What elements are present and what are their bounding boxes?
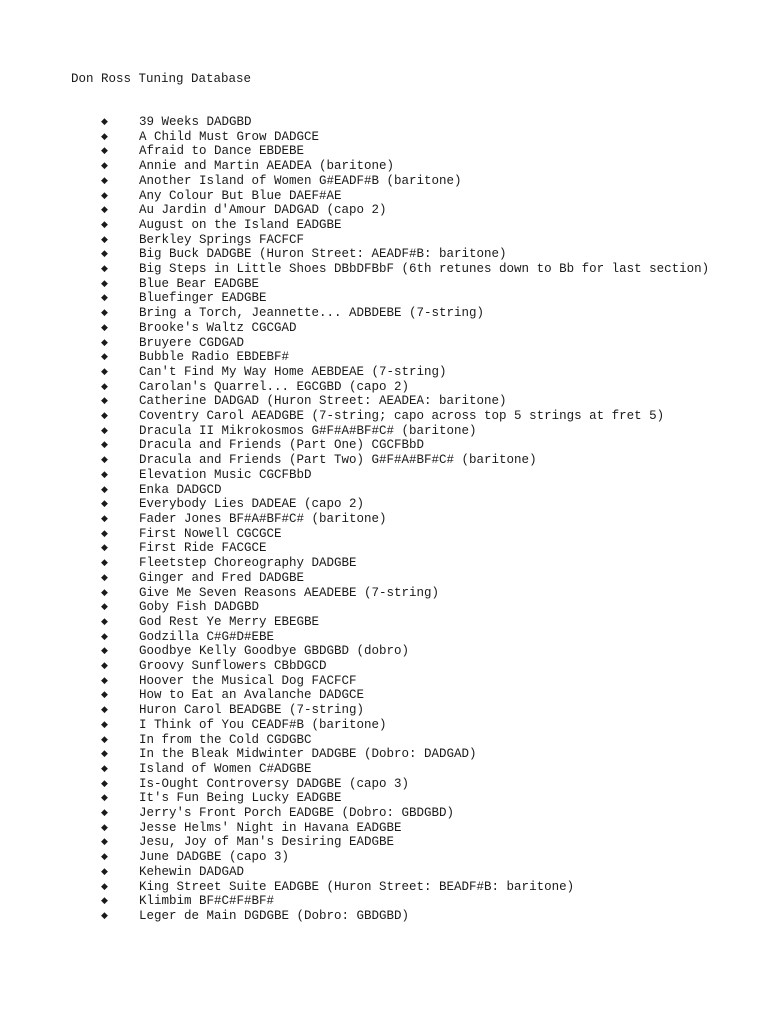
diamond-bullet-icon: ◆ [101, 602, 108, 613]
diamond-bullet-icon: ◆ [101, 572, 108, 583]
tuning-entry-text: Bring a Torch, Jeannette... ADBDEBE (7-string) [139, 306, 485, 321]
tuning-entry-text: Groovy Sunflowers CBbDGCD [139, 659, 327, 674]
diamond-bullet-icon: ◆ [101, 705, 108, 716]
tuning-list-item [0, 115, 768, 130]
tuning-list-item [0, 203, 768, 218]
tuning-list-item [0, 291, 768, 306]
tuning-list-item [0, 644, 768, 659]
diamond-bullet-icon: ◆ [101, 455, 108, 466]
diamond-bullet-icon: ◆ [101, 440, 108, 451]
tuning-list-item [0, 747, 768, 762]
diamond-bullet-icon: ◆ [101, 469, 108, 480]
diamond-bullet-icon: ◆ [101, 513, 108, 524]
tuning-list-item [0, 688, 768, 703]
tuning-entry-text: It's Fun Being Lucky EADGBE [139, 791, 342, 806]
tuning-entry-text: Enka DADGCD [139, 482, 222, 497]
tuning-list-item [0, 497, 768, 512]
tuning-list-item [0, 541, 768, 556]
tuning-entry-text: How to Eat an Avalanche DADGCE [139, 688, 365, 703]
tuning-entry-text: August on the Island EADGBE [139, 217, 342, 232]
diamond-bullet-icon: ◆ [101, 234, 108, 245]
tuning-entry-text: Berkley Springs FACFCF [139, 232, 305, 247]
tuning-entry-text: Goodbye Kelly Goodbye GBDGBD (dobro) [139, 644, 410, 659]
diamond-bullet-icon: ◆ [101, 778, 108, 789]
tuning-entry-text: Huron Carol BEADGBE (7-string) [139, 703, 365, 718]
diamond-bullet-icon: ◆ [101, 616, 108, 627]
tuning-list-item [0, 527, 768, 542]
tuning-entry-text: Another Island of Women G#EADF#B (baritone) [139, 173, 462, 188]
tuning-list-item [0, 806, 768, 821]
diamond-bullet-icon: ◆ [101, 175, 108, 186]
diamond-bullet-icon: ◆ [101, 499, 108, 510]
tuning-list-item [0, 718, 768, 733]
tuning-list-item [0, 365, 768, 380]
diamond-bullet-icon: ◆ [101, 763, 108, 774]
tuning-entry-text: Dracula and Friends (Part One) CGCFBbD [139, 438, 425, 453]
diamond-bullet-icon: ◆ [101, 381, 108, 392]
diamond-bullet-icon: ◆ [101, 278, 108, 289]
diamond-bullet-icon: ◆ [101, 881, 108, 892]
diamond-bullet-icon: ◆ [101, 808, 108, 819]
diamond-bullet-icon: ◆ [101, 866, 108, 877]
tuning-list-item [0, 483, 768, 498]
tuning-entry-text: Any Colour But Blue DAEF#AE [139, 188, 342, 203]
tuning-entry-text: Jesu, Joy of Man's Desiring EADGBE [139, 835, 395, 850]
tuning-entry-text: June DADGBE (capo 3) [139, 850, 290, 865]
tuning-list-item [0, 659, 768, 674]
tuning-list-item [0, 821, 768, 836]
diamond-bullet-icon: ◆ [101, 322, 108, 333]
tuning-entry-text: God Rest Ye Merry EBEGBE [139, 614, 320, 629]
tuning-entry-text: Big Buck DADGBE (Huron Street: AEADF#B: baritone) [139, 247, 507, 262]
tuning-entry-text: Dracula and Friends (Part Two) G#F#A#BF#C# (baritone) [139, 453, 537, 468]
diamond-bullet-icon: ◆ [101, 411, 108, 422]
tuning-list-item [0, 438, 768, 453]
tuning-list-item [0, 424, 768, 439]
tuning-entry-text: A Child Must Grow DADGCE [139, 129, 320, 144]
tuning-list-item [0, 703, 768, 718]
tuning-list-item [0, 189, 768, 204]
tuning-list [0, 115, 768, 924]
tuning-list-item [0, 894, 768, 909]
diamond-bullet-icon: ◆ [101, 719, 108, 730]
tuning-list-item [0, 850, 768, 865]
tuning-list-item [0, 571, 768, 586]
tuning-entry-text: Dracula II Mikrokosmos G#F#A#BF#C# (baritone) [139, 423, 477, 438]
tuning-list-item [0, 880, 768, 895]
diamond-bullet-icon: ◆ [101, 366, 108, 377]
tuning-list-item [0, 453, 768, 468]
diamond-bullet-icon: ◆ [101, 734, 108, 745]
tuning-list-item [0, 600, 768, 615]
tuning-list-item [0, 233, 768, 248]
tuning-list-item [0, 336, 768, 351]
diamond-bullet-icon: ◆ [101, 484, 108, 495]
tuning-entry-text: Annie and Martin AEADEA (baritone) [139, 159, 395, 174]
tuning-entry-text: Give Me Seven Reasons AEADEBE (7-string) [139, 585, 440, 600]
tuning-entry-text: Jesse Helms' Night in Havana EADGBE [139, 820, 402, 835]
tuning-list-item [0, 586, 768, 601]
tuning-list-item [0, 277, 768, 292]
tuning-entry-text: Brooke's Waltz CGCGAD [139, 320, 297, 335]
diamond-bullet-icon: ◆ [101, 190, 108, 201]
tuning-entry-text: I Think of You CEADF#B (baritone) [139, 717, 387, 732]
diamond-bullet-icon: ◆ [101, 690, 108, 701]
tuning-list-item [0, 762, 768, 777]
tuning-list-item [0, 218, 768, 233]
diamond-bullet-icon: ◆ [101, 558, 108, 569]
tuning-list-item [0, 247, 768, 262]
tuning-list-item [0, 733, 768, 748]
tuning-list-item [0, 909, 768, 924]
tuning-list-item [0, 777, 768, 792]
tuning-entry-text: 39 Weeks DADGBD [139, 115, 252, 129]
diamond-bullet-icon: ◆ [101, 822, 108, 833]
tuning-entry-text: Can't Find My Way Home AEBDEAE (7-string) [139, 364, 447, 379]
tuning-entry-text: Hoover the Musical Dog FACFCF [139, 673, 357, 688]
diamond-bullet-icon: ◆ [101, 749, 108, 760]
diamond-bullet-icon: ◆ [101, 131, 108, 142]
diamond-bullet-icon: ◆ [101, 308, 108, 319]
tuning-entry-text: Elevation Music CGCFBbD [139, 467, 312, 482]
tuning-list-item [0, 380, 768, 395]
tuning-list-item [0, 865, 768, 880]
diamond-bullet-icon: ◆ [101, 661, 108, 672]
tuning-list-item [0, 674, 768, 689]
diamond-bullet-icon: ◆ [101, 396, 108, 407]
tuning-list-item [0, 321, 768, 336]
tuning-entry-text: Afraid to Dance EBDEBE [139, 144, 305, 159]
diamond-bullet-icon: ◆ [101, 205, 108, 216]
tuning-entry-text: First Nowell CGCGCE [139, 526, 282, 541]
diamond-bullet-icon: ◆ [101, 293, 108, 304]
diamond-bullet-icon: ◆ [101, 587, 108, 598]
tuning-list-item [0, 306, 768, 321]
diamond-bullet-icon: ◆ [101, 910, 108, 921]
tuning-entry-text: Carolan's Quarrel... EGCGBD (capo 2) [139, 379, 410, 394]
tuning-entry-text: Au Jardin d'Amour DADGAD (capo 2) [139, 203, 387, 218]
tuning-entry-text: First Ride FACGCE [139, 541, 267, 556]
tuning-entry-text: Everybody Lies DADEAE (capo 2) [139, 497, 365, 512]
tuning-list-item [0, 630, 768, 645]
tuning-list-item [0, 394, 768, 409]
tuning-list-item [0, 144, 768, 159]
diamond-bullet-icon: ◆ [101, 337, 108, 348]
tuning-list-item [0, 409, 768, 424]
tuning-entry-text: In the Bleak Midwinter DADGBE (Dobro: DADGAD) [139, 747, 477, 762]
tuning-list-item [0, 615, 768, 630]
tuning-entry-text: Fader Jones BF#A#BF#C# (baritone) [139, 511, 387, 526]
diamond-bullet-icon: ◆ [101, 852, 108, 863]
tuning-entry-text: Bruyere CGDGAD [139, 335, 245, 350]
tuning-entry-text: Leger de Main DGDGBE (Dobro: GBDGBD) [139, 908, 410, 923]
tuning-entry-text: Bubble Radio EBDEBF# [139, 350, 290, 365]
diamond-bullet-icon: ◆ [101, 837, 108, 848]
tuning-list-item [0, 159, 768, 174]
tuning-entry-text: Coventry Carol AEADGBE (7-string; capo across top 5 strings at fret 5) [139, 409, 665, 424]
tuning-entry-text: Goby Fish DADGBD [139, 600, 260, 615]
tuning-entry-text: Ginger and Fred DADGBE [139, 570, 305, 585]
diamond-bullet-icon: ◆ [101, 264, 108, 275]
diamond-bullet-icon: ◆ [101, 528, 108, 539]
document-title: Don Ross Tuning Database [71, 72, 252, 86]
tuning-entry-text: Kehewin DADGAD [139, 864, 245, 879]
diamond-bullet-icon: ◆ [101, 631, 108, 642]
tuning-entry-text: Catherine DADGAD (Huron Street: AEADEA: baritone) [139, 394, 507, 409]
tuning-entry-text: Bluefinger EADGBE [139, 291, 267, 306]
tuning-list-item [0, 512, 768, 527]
tuning-list-item [0, 468, 768, 483]
tuning-list-item [0, 174, 768, 189]
tuning-list-item [0, 791, 768, 806]
diamond-bullet-icon: ◆ [101, 675, 108, 686]
tuning-list-item [0, 262, 768, 277]
tuning-entry-text: Big Steps in Little Shoes DBbDFBbF (6th retunes down to Bb for last section) [139, 262, 710, 277]
tuning-list-item [0, 835, 768, 850]
tuning-entry-text: Is-Ought Controversy DADGBE (capo 3) [139, 776, 410, 791]
diamond-bullet-icon: ◆ [101, 249, 108, 260]
diamond-bullet-icon: ◆ [101, 146, 108, 157]
tuning-entry-text: In from the Cold CGDGBC [139, 732, 312, 747]
tuning-entry-text: Godzilla C#G#D#EBE [139, 629, 275, 644]
tuning-entry-text: Island of Women C#ADGBE [139, 761, 312, 776]
tuning-entry-text: Blue Bear EADGBE [139, 276, 260, 291]
diamond-bullet-icon: ◆ [101, 425, 108, 436]
diamond-bullet-icon: ◆ [101, 793, 108, 804]
diamond-bullet-icon: ◆ [101, 219, 108, 230]
diamond-bullet-icon: ◆ [101, 161, 108, 172]
diamond-bullet-icon: ◆ [101, 896, 108, 907]
tuning-list-item [0, 350, 768, 365]
diamond-bullet-icon: ◆ [101, 543, 108, 554]
diamond-bullet-icon: ◆ [101, 117, 108, 127]
diamond-bullet-icon: ◆ [101, 646, 108, 657]
diamond-bullet-icon: ◆ [101, 352, 108, 363]
tuning-entry-text: Jerry's Front Porch EADGBE (Dobro: GBDGBD) [139, 806, 455, 821]
tuning-list-item [0, 556, 768, 571]
tuning-entry-text: King Street Suite EADGBE (Huron Street: BEADF#B: baritone) [139, 879, 575, 894]
tuning-entry-text: Fleetstep Choreography DADGBE [139, 556, 357, 571]
tuning-list-item [0, 130, 768, 145]
tuning-entry-text: Klimbim BF#C#F#BF# [139, 894, 275, 909]
